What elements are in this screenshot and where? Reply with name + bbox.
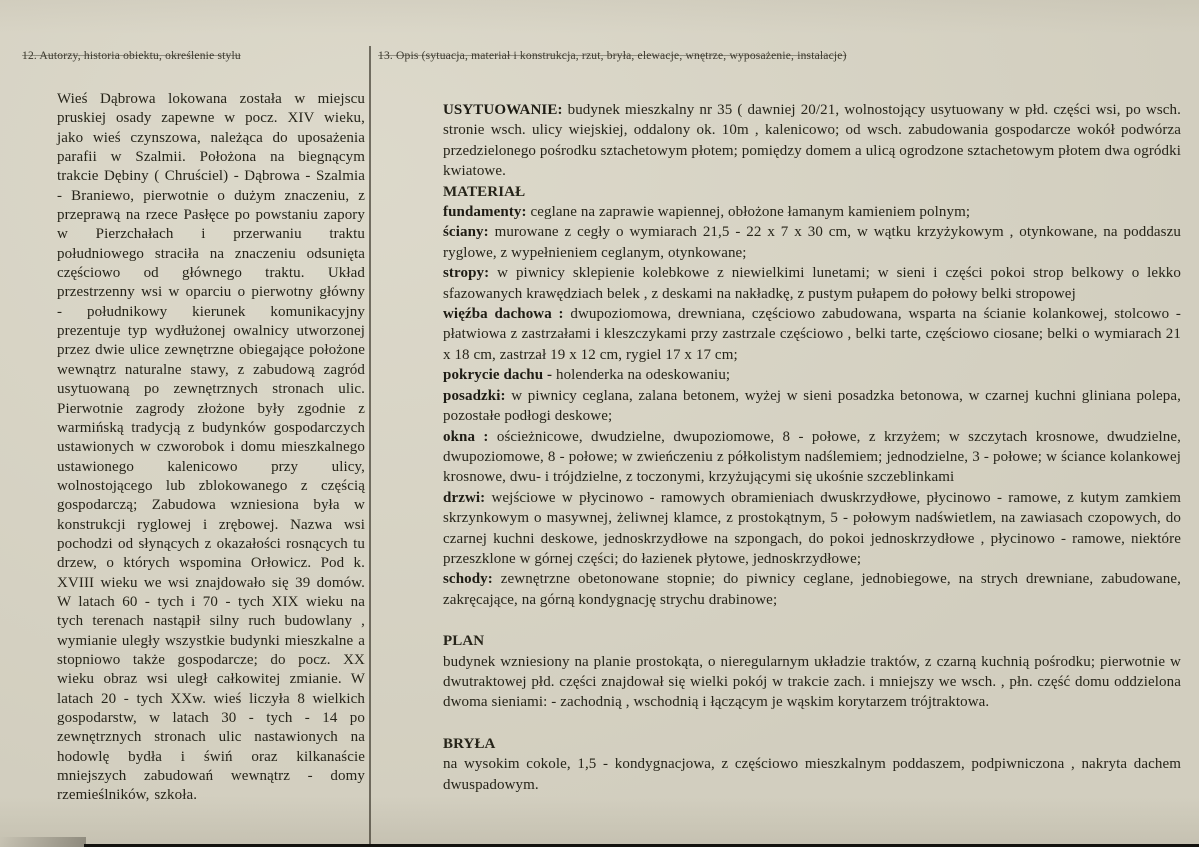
plan-section — [443, 631, 1181, 713]
material-entry-stropy — [443, 263, 1181, 304]
material-entry-pokrycie-dachu — [443, 365, 1181, 385]
form-field-13-header: 13. Opis (sytuacja, materiał i konstrukcja, rzut, bryła, elewacje, wnętrze, wyposażenie, instalacje) — [378, 50, 847, 62]
material-entry-wiezba-dachowa — [443, 304, 1181, 365]
entry-label: stropy: — [443, 265, 490, 282]
entry-label: ściany: — [443, 224, 489, 241]
plan-paragraph: budynek wzniesiony na planie prostokąta, o nieregularnym układzie traktów, z czarną kuchnią pośrodku; pierwotnie w dwutraktowej płd. części znajdował się wielki pokój w trakcie zach. i mniejszy we wsch. , płn. część domu oddzielona dwoma sieniami: - zachodnią , wschodnią i łączącym je wąskim korytarzem trójtraktowa. — [443, 653, 1181, 711]
material-entry-drzwi — [443, 488, 1181, 570]
description-column — [443, 100, 1181, 816]
entry-text: ościeżnicowe, dwudzielne, dwupoziomowe, 8 - połowe, z krzyżem; w szczytach krosnowe, dwudzielne, dwupoziomowe, 8 - połowe; w zwieńczeniu z półkolistym nadślemiem; jednodzielne, 3 - połowe; w ściance kolankowej krosnowe, dwu- i trójdzielne, z toczonymi, krzyżującymi się ukośnie szczeblinkami — [443, 428, 1181, 486]
material-entry-schody — [443, 569, 1181, 610]
entry-text: dwupoziomowa, drewniana, częściowo zabudowana, wsparta na ścianie kolankowej, stolcowo - płatwiowa z zastrzałami i kleszczykami przy zastrzale częściowo , belki tarte, częściowo ciosane; belki o wymiarach 21 x 18 cm, zastrzał 19 x 12 cm, rygiel 17 x 17 cm; — [443, 306, 1181, 363]
entry-text: wejściowe w płycinowo - ramowych obramieniach dwuskrzydłowe, płycinowo - ramowe, z kutym zamkiem skrzynkowym o masywnej, żeliwnej klamce, z prostokątnym, 5 - połowym nadświetlem, na zawiasach czopowych, do czarnej kuchni deskowe, jednoskrzydłowe na szpongach, do pokoi jednoskrzydłowe , płycinowo - ramowe, niektóre przeszklone w górnej części; do łazienek płytowe, jednoskrzydłowe; — [443, 489, 1181, 567]
entry-label: fundamenty: — [443, 204, 527, 221]
usytuowanie-text: budynek mieszkalny nr 35 ( dawniej 20/21, wolnostojący usytuowany w płd. części wsi, po wsch. stronie wsch. ulicy wiejskiej, oddalony ok. 10m , kalenicowo; od wsch. zabudowania gospodarcze wokół podwórza przedzielonego pośrodku sztachetowym płotem; pomiędzy domem a ulicą ogrodzone sztachetowym płotem dwa ogródki kwiatowe. — [443, 102, 1181, 180]
bryla-section — [443, 734, 1181, 795]
entry-text: holenderka na odeskowaniu; — [555, 367, 731, 384]
plan-title: PLAN — [443, 633, 485, 650]
history-paragraph: Wieś Dąbrowa lokowana została w miejscu pruskiej osady zapewne w pocz. XIV wieku, jako wieś czynszowa, należąca do uposażenia parafii w Szalmii. Położona na biegnącym trakcie Dębiny ( Chruściel) - Dąbrowa - Szalmia - Braniewo, pierwotnie o dużym znaczeniu, z przeprawą na rzece Pasłęce po powstaniu zapory w Pierzchałach i przerwaniu traktu południowego straciła na znaczeniu odsunięta częściowo od głównego traktu. Układ przestrzenny wsi w oparciu o pierwotny główny - południkowy kierunek komunikacyjny prezentuje typ wydłużonej owalnicy utworzonej przez dwie ulice zewnętrzne obiegające położone wewnątrz naturalne stawy, z zabudową zagród usytuowaną po zewnętrznych stronach ulic. Pierwotnie zagrody złożone były zgodnie z warmińską tradycją z budynków gospodarczych ustawionych w czworobok i domu mieszkalnego ustawionego kalenicowo przy ulicy, wolnostojącego lub zblokowanego z częścią gospodarczą; Zabudowa wzniesiona była w konstrukcji ryglowej i zrębowej. Nazwa wsi pochodzi od słynących z okazałości rosnących tu drzew, o których wspomina Orłowicz. Pod k. XVIII wieku we wsi znajdowało się 39 domów. W latach 60 - tych i 70 - tych XIX wieku na tych terenach nastąpił silny ruch budowlany , wymianie uległy wszystkie budynki mieszkalne a stopniowo także gospodarcze; do pocz. XX wieku obraz wsi uległ całkowitej zmianie. W latach 20 - tych XXw. wieś liczyła 8 wielkich gospodarstw, w latach 30 - tych - 14 po zewnętrznych stronach ulic nastawionych na hodowlę bydła i świń oraz kilkanaście mniejszych zabudowań wewnątrz - domy rzemieślników, szkoła. — [57, 91, 365, 804]
entry-label: okna : — [443, 428, 489, 445]
entry-label: więźba dachowa : — [443, 306, 564, 323]
material-entry-posadzki — [443, 386, 1181, 427]
usytuowanie-paragraph — [443, 100, 1181, 182]
bryla-paragraph: na wysokim cokole, 1,5 - kondygnacjowa, z częściowo mieszkalnym poddaszem, podpiwniczona , nakryta dachem dwuspadowym. — [443, 756, 1181, 793]
entry-label: posadzki: — [443, 387, 506, 404]
entry-label: drzwi: — [443, 489, 486, 506]
entry-text: murowane z cegły o wymiarach 21,5 - 22 x 7 x 30 cm, w wątku krzyżykowym , otynkowane, na poddaszu ryglowe, z wypełnieniem ceglanym, otynkowane; — [443, 224, 1181, 261]
scan-edge-corner — [0, 837, 86, 847]
entry-text: w piwnicy sklepienie kolebkowe z niewielkimi lunetami; w sieni i części pokoi strop belkowy o lekko sfazowanych krawędziach belek , z deskami na nakładkę, z pustym pułapem do połowy belki stropowej — [443, 265, 1181, 302]
material-section — [443, 182, 1181, 611]
entry-text: ceglane na zaprawie wapiennej, obłożone łamanym kamieniem polnym; — [530, 204, 971, 221]
material-entry-okna — [443, 427, 1181, 488]
entry-label: pokrycie dachu - — [443, 367, 553, 384]
entry-label: schody: — [443, 571, 493, 588]
column-divider — [369, 46, 371, 847]
bryla-title: BRYŁA — [443, 735, 496, 752]
history-column — [57, 90, 365, 806]
material-entry-sciany — [443, 222, 1181, 263]
entry-text: w piwnicy ceglana, zalana betonem, wyżej w sieni posadzka betonowa, w czarnej kuchni gliniana polepa, pozostałe podłogi deskowe; — [443, 387, 1181, 425]
material-title: MATERIAŁ — [443, 183, 526, 200]
material-entry-fundamenty — [443, 202, 1181, 222]
form-field-12-header: 12. Autorzy, historia obiektu, określenie stylu — [22, 50, 241, 62]
entry-text: zewnętrzne obetonowane stopnie; do piwnicy ceglane, jednobiegowe, na strych drewniane, zabudowane, zakręcające, na górną kondygnację strychu drabinowe; — [443, 571, 1181, 608]
usytuowanie-label: USYTUOWANIE: — [443, 102, 563, 118]
